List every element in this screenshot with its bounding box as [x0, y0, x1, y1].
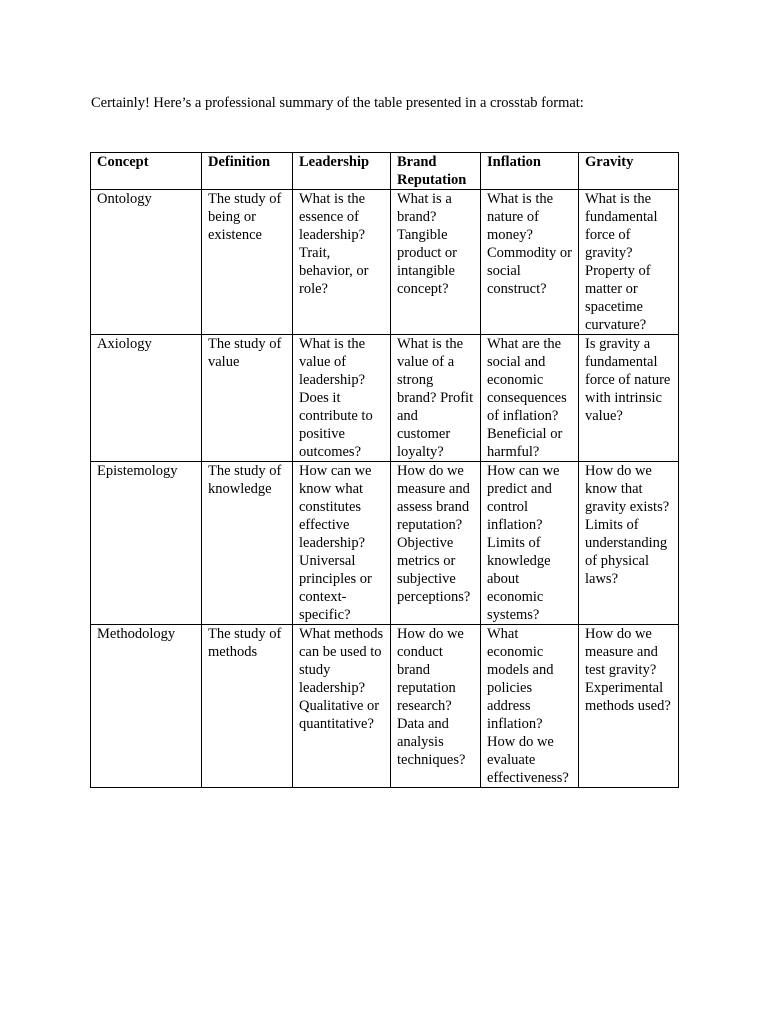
crosstab-table [90, 152, 679, 788]
header-gravity: Gravity [579, 153, 679, 190]
cell-inflation: What economic models and policies address inflation? How do we evaluate effectiveness? [481, 625, 579, 788]
cell-gravity: How do we measure and test gravity? Experimental methods used? [579, 625, 679, 788]
cell-definition: The study of knowledge [202, 462, 293, 625]
cell-inflation: What are the social and economic consequences of inflation? Beneficial or harmful? [481, 335, 579, 462]
cell-inflation: What is the nature of money? Commodity or social construct? [481, 190, 579, 335]
header-brand-reputation: Brand Reputation [391, 153, 481, 190]
header-leadership: Leadership [293, 153, 391, 190]
cell-brand-reputation: What is the value of a strong brand? Profit and customer loyalty? [391, 335, 481, 462]
cell-gravity: What is the fundamental force of gravity? Property of matter or spacetime curvature? [579, 190, 679, 335]
table-row [91, 335, 679, 462]
intro-paragraph: Certainly! Here’s a professional summary of the table presented in a crosstab format: [91, 95, 584, 111]
cell-definition: The study of value [202, 335, 293, 462]
cell-definition: The study of being or existence [202, 190, 293, 335]
cell-leadership: How can we know what constitutes effective leadership? Universal principles or context-specific? [293, 462, 391, 625]
header-concept: Concept [91, 153, 202, 190]
table-row [91, 190, 679, 335]
cell-concept: Axiology [91, 335, 202, 462]
header-inflation: Inflation [481, 153, 579, 190]
cell-brand-reputation: How do we measure and assess brand reputation? Objective metrics or subjective perceptions? [391, 462, 481, 625]
cell-brand-reputation: What is a brand? Tangible product or intangible concept? [391, 190, 481, 335]
table-header-row [91, 153, 679, 190]
cell-concept: Ontology [91, 190, 202, 335]
header-definition: Definition [202, 153, 293, 190]
table-row [91, 625, 679, 788]
cell-gravity: Is gravity a fundamental force of nature with intrinsic value? [579, 335, 679, 462]
cell-leadership: What is the essence of leadership? Trait, behavior, or role? [293, 190, 391, 335]
table-row [91, 462, 679, 625]
cell-definition: The study of methods [202, 625, 293, 788]
cell-gravity: How do we know that gravity exists? Limits of understanding of physical laws? [579, 462, 679, 625]
cell-leadership: What methods can be used to study leadership? Qualitative or quantitative? [293, 625, 391, 788]
cell-concept: Epistemology [91, 462, 202, 625]
cell-inflation: How can we predict and control inflation? Limits of knowledge about economic systems? [481, 462, 579, 625]
cell-brand-reputation: How do we conduct brand reputation research? Data and analysis techniques? [391, 625, 481, 788]
cell-concept: Methodology [91, 625, 202, 788]
cell-leadership: What is the value of leadership? Does it contribute to positive outcomes? [293, 335, 391, 462]
